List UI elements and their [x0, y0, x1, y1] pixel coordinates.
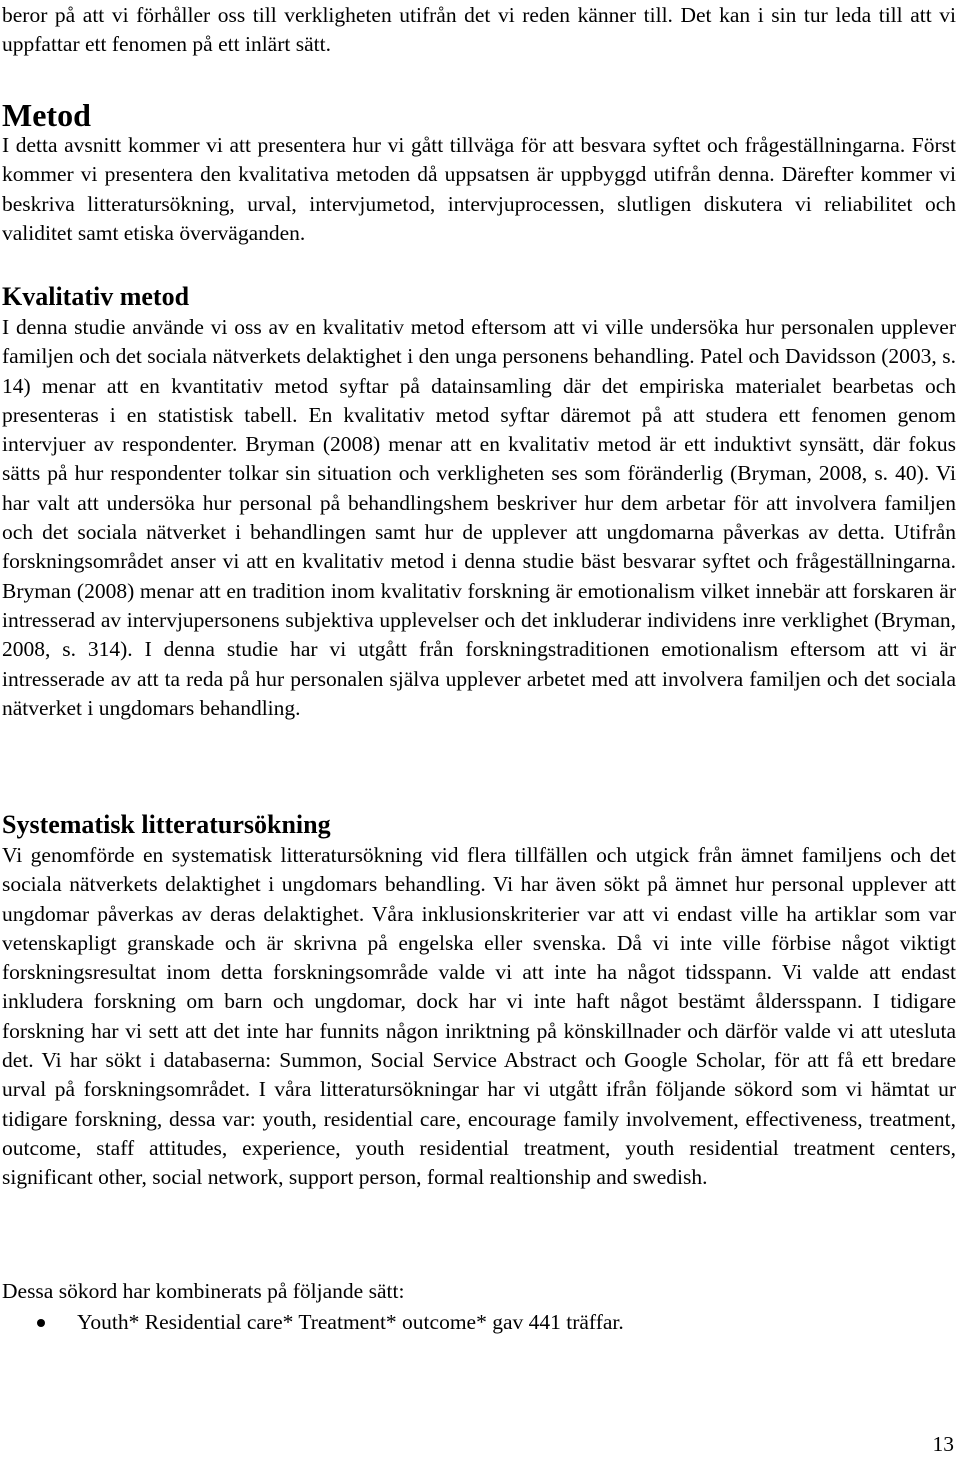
- search-combination-intro: Dessa sökord har kombinerats på följande sätt:: [2, 1279, 405, 1303]
- intro-paragraph: beror på att vi förhåller oss till verkligheten utifrån det vi reden känner till. Det kan i sin tur leda till att vi uppfattar ett fenomen på ett inlärt sätt.: [2, 3, 956, 57]
- page-number: 13: [932, 1432, 954, 1456]
- list-item: [0, 1308, 954, 1337]
- systematisk-litteratursokning-paragraph: Vi genomförde en systematisk litteratursökning vid flera tillfällen och utgick från ämnet familjens och det sociala nätverkets delaktighet i ungdomars behandling. Vi har även sökt på ämnet hur personal upplever att ungdomar påverkas av deras delaktighet. Våra inklusionskriterier var att vi endast ville ha artiklar som var vetenskapligt granskade och är skrivna på engelska eller svenska. Då vi inte ville förbise något viktigt forskningsresultat inom detta forskningsområde valde vi att inte ha något tidsspann. Vi valde att endast inkludera forskning om barn och ungdomar, dock har vi inte haft något bestämt åldersspann. I tidigare forskning har vi sett att det inte har funnits någon inriktning på könskillnader och därför valde vi att utesluta det. Vi har sökt i databaserna: Summon, Social Service Abstract och Google Scholar, för att få ett bredare urval på forskningsområdet. I våra litteratursökningar har vi utgått ifrån följande sökord som vi hämtat ur tidigare forskning, dessa var: youth, residential care, encourage family involvement, effectiveness, treatment, outcome, staff attitudes, experience, youth residential treatment, youth residential treatment centers, significant other, social network, support person, formal realtionship and swedish.: [2, 843, 956, 1190]
- section-heading-kvalitativ-metod: Kvalitativ metod: [2, 282, 190, 311]
- metod-paragraph: I detta avsnitt kommer vi att presentera hur vi gått tillväga för att besvara syftet och frågeställningarna. Först kommer vi presentera den kvalitativa metoden då uppsatsen är uppbyggd utifrån denna. Därefter kommer vi beskriva litteratursökning, urval, intervjumetod, intervjuprocessen, slutligen diskutera vi reliabilitet och validitet samt etiska överväganden.: [2, 133, 956, 245]
- list-item-text: Youth* Residential care* Treatment* outcome* gav 441 träffar.: [77, 1310, 624, 1334]
- section-heading-metod: Metod: [2, 97, 91, 133]
- search-combination-list: [0, 1308, 954, 1337]
- section-heading-systematisk-litteratursokning: Systematisk litteratursökning: [2, 810, 331, 839]
- kvalitativ-metod-paragraph: I denna studie använde vi oss av en kvalitativ metod eftersom att vi ville undersöka hur personalen upplever familjen och det sociala nätverkets delaktighet i den unga personens behandling. Patel och Davidsson (2003, s. 14) menar att en kvantitativ metod syftar på datainsamling där det empiriska materialet bearbetas och presenteras i en statistisk tabell. En kvalitativ metod syftar däremot på att studera ett fenomen genom intervjuer av respondenter. Bryman (2008) menar att en kvalitativ metod är ett induktivt synsätt, där fokus sätts på hur respondenter tolkar sin situation och verkligheten ses som föränderlig (Bryman, 2008, s. 40). Vi har valt att undersöka hur personal på behandlingshem beskriver hur dem arbetar för att involvera familjen och det sociala nätverket i behandlingen samt hur de upplever att ungdomarna påverkas av detta. Utifrån forskningsområdet anser vi att en kvalitativ metod i denna studie bäst besvarar syftet och frågeställningarna. Bryman (2008) menar att en tradition inom kvalitativ forskning är emotionalism vilket innebär att forskaren är intresserad av intervjupersonens subjektiva upplevelser och det inkluderar individens inre verklighet (Bryman, 2008, s. 314). I denna studie har vi utgått från forskningstraditionen emotionalism eftersom att vi är intresserade av att ta reda på hur personalen själva upplever arbetet med att involvera familjen och det sociala nätverket i ungdomars behandling.: [2, 315, 956, 720]
- bullet-icon: [37, 1319, 45, 1327]
